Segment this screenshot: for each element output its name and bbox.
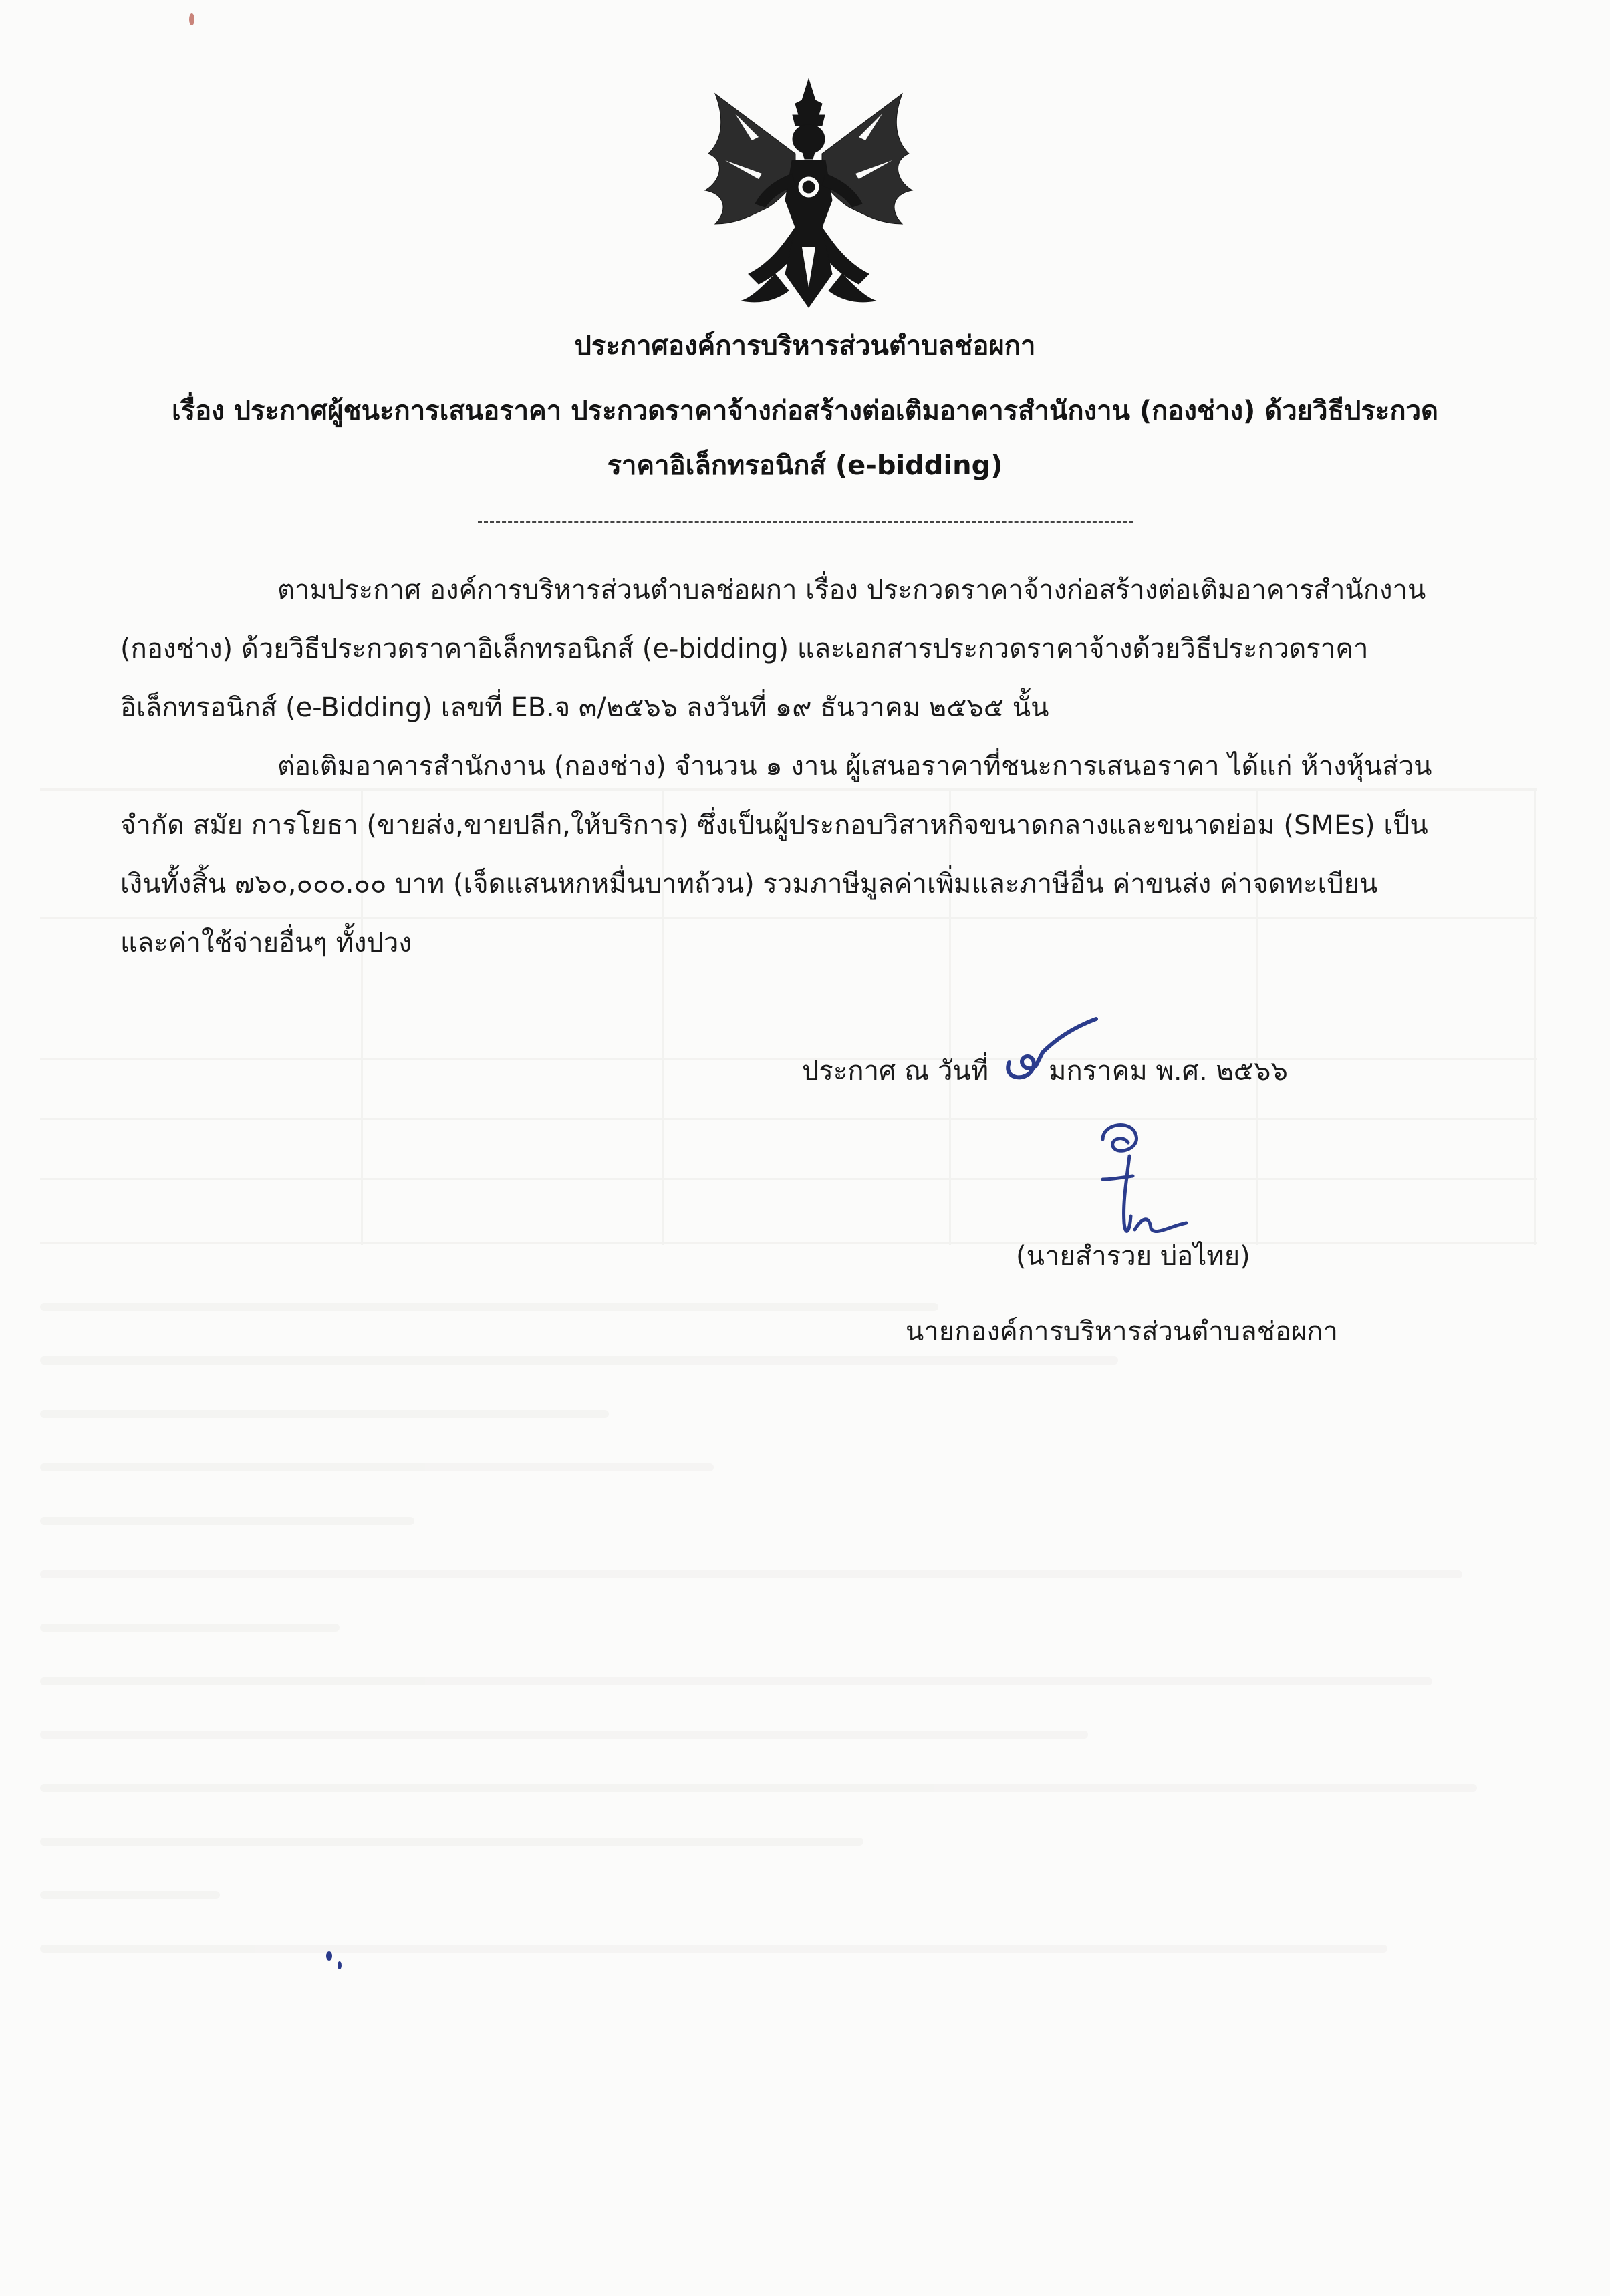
handwritten-day-mark [996, 1016, 1103, 1089]
announcement-date-suffix: มกราคม พ.ศ. ๒๕๖๖ [1049, 1056, 1288, 1087]
announcement-title: ประกาศองค์การบริหารส่วนตำบลช่อผกา [574, 331, 1036, 362]
bleed-through-text [40, 1303, 1537, 2105]
signer-name: (นายสำรวย บ่อไทย) [1016, 1241, 1250, 1272]
body-line: จำกัด สมัย การโยธา (ขายส่ง,ขายปลีก,ให้บริการ) ซึ่งเป็นผู้ประกอบวิสาหกิจขนาดกลางและขนาดย่อม (SMEs) เป็น [120, 810, 1428, 841]
body-line: (กองช่าง) ด้วยวิธีประกวดราคาอิเล็กทรอนิกส์ (e-bidding) และเอกสารประกวดราคาจ้างด้วยวิธีประกวดราคา [120, 633, 1369, 664]
body-line: อิเล็กทรอนิกส์ (e-Bidding) เลขที่ EB.จ ๓/๒๕๖๖ ลงวันที่ ๑๙ ธันวาคม ๒๕๖๕ นั้น [120, 692, 1049, 723]
body-line: เงินทั้งสิ้น ๗๖๐,๐๐๐.๐๐ บาท (เจ็ดแสนหกหมื่นบาทถ้วน) รวมภาษีมูลค่าเพิ่มและภาษีอื่น ค่าขนส่ง ค่าจดทะเบียน [120, 869, 1378, 899]
body-line: ต่อเติมอาคารสำนักงาน (กองช่าง) จำนวน ๑ งาน ผู้เสนอราคาที่ชนะการเสนอราคา ได้แก่ ห้างหุ้นส่วน [277, 751, 1432, 782]
announcement-subject-line1: เรื่อง ประกาศผู้ชนะการเสนอราคา ประกวดราคาจ้างก่อสร้างต่อเติมอาคารสำนักงาน (กองช่าง) ด้วยวิธีประกวด [172, 396, 1438, 426]
handwritten-signature [1076, 1116, 1190, 1250]
signer-position: นายกองค์การบริหารส่วนตำบลช่อผกา [906, 1316, 1338, 1347]
garuda-emblem-icon [695, 74, 922, 314]
bleed-through-table [40, 788, 1537, 1245]
ink-speck [326, 1951, 332, 1961]
announcement-date-prefix: ประกาศ ณ วันที่ [802, 1056, 989, 1087]
announcement-subject-line2: ราคาอิเล็กทรอนิกส์ (e-bidding) [607, 450, 1003, 481]
dashed-divider [478, 521, 1133, 523]
body-line: ตามประกาศ องค์การบริหารส่วนตำบลช่อผกา เรื่อง ประกวดราคาจ้างก่อสร้างต่อเติมอาคารสำนักงาน [277, 575, 1426, 605]
ink-speck [338, 1961, 342, 1969]
body-line: และค่าใช้จ่ายอื่นๆ ทั้งปวง [120, 927, 412, 958]
ink-speck [189, 13, 194, 25]
